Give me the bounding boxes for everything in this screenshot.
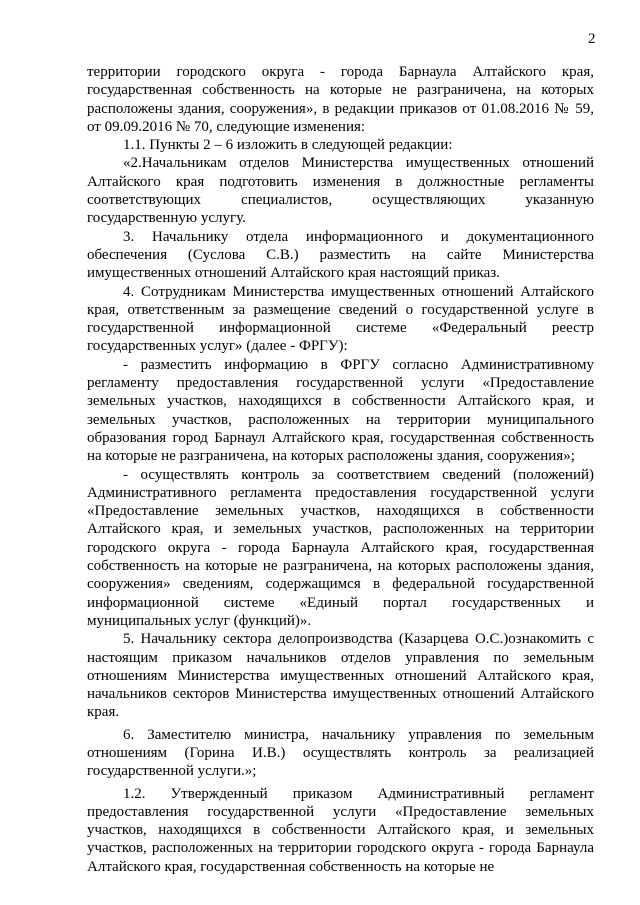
paragraph-item-5: 5. Начальнику сектора делопроизводства (Казарцева О.С.)ознакомить с настоящим приказом начальников отделов управления по земельным отношениям Министерства имущественных отношений Алтайского края, начальников секторов Министерства имущественных отношений Алтайского края. xyxy=(87,631,594,721)
paragraph-item-4-dash-2: - осуществлять контроль за соответствием сведений (положений) Административного регламента предоставления государственной услуги «Предоставление земельных участков, находящихся в собственности Алтайского края, и земельных участков, расположенных на территории городского округа - города Барнаула Алтайского края, государственная собственность на которые не разграничена, на которых расположены здания, сооружения» сведениям, содержащимся в федеральной государственной информационной системе «Единый портал государственных и муниципальных услуг (функций)». xyxy=(87,466,594,629)
paragraph-item-3: 3. Начальнику отдела информационного и документационного обеспечения (Суслова С.В.) разместить на сайте Министерства имущественных отношений Алтайского края настоящий приказ. xyxy=(87,228,594,282)
paragraph-item-2: «2.Начальникам отделов Министерства имущественных отношений Алтайского края подготовить изменения в должностные регламенты соответствующих специалистов, осуществляющих указанную государственную услугу. xyxy=(87,155,594,227)
paragraph-intro: территории городского округа - города Барнаула Алтайского края, государственная собственность на которые не разграничена, на которых расположены здания, сооружения», в редакции приказов от 01.08.2016 № 59, от 09.09.2016 № 70, следующие изменения: xyxy=(87,64,594,135)
paragraph-1-2: 1.2. Утвержденный приказом Административный регламент предоставления государственной услуги «Предоставление земельных участков, находящихся в собственности Алтайского края, и земельных участков, расположенных на территории городского округа - города Барнаула Алтайского края, государственная собственность на которые не xyxy=(87,785,594,875)
paragraph-item-6: 6. Заместителю министра, начальнику управления по земельным отношениям (Горина И.В.) осуществлять контроль за реализацией государственной услуги.»; xyxy=(87,726,594,780)
paragraph-item-4-dash-1: - разместить информацию в ФРГУ согласно Административному регламенту предоставления государственной услуги «Предоставление земельных участков, находящихся в собственности Алтайского края, и земельных участков, расположенных на территории муниципального образования город Барнаул Алтайского края, государственная собственность на которые не разграничена, на которых расположены здания, сооружения»; xyxy=(87,356,594,465)
document-body xyxy=(87,63,594,876)
paragraph-item-4: 4. Сотрудникам Министерства имущественных отношений Алтайского края, ответственным за размещение сведений о государственной услуге в государственной информационной системе «Федеральный реестр государственных услуг» (далее - ФРГУ): xyxy=(87,283,594,355)
page-number: 2 xyxy=(588,31,596,47)
paragraph-1-1: 1.1. Пункты 2 – 6 изложить в следующей редакции: xyxy=(123,137,453,154)
